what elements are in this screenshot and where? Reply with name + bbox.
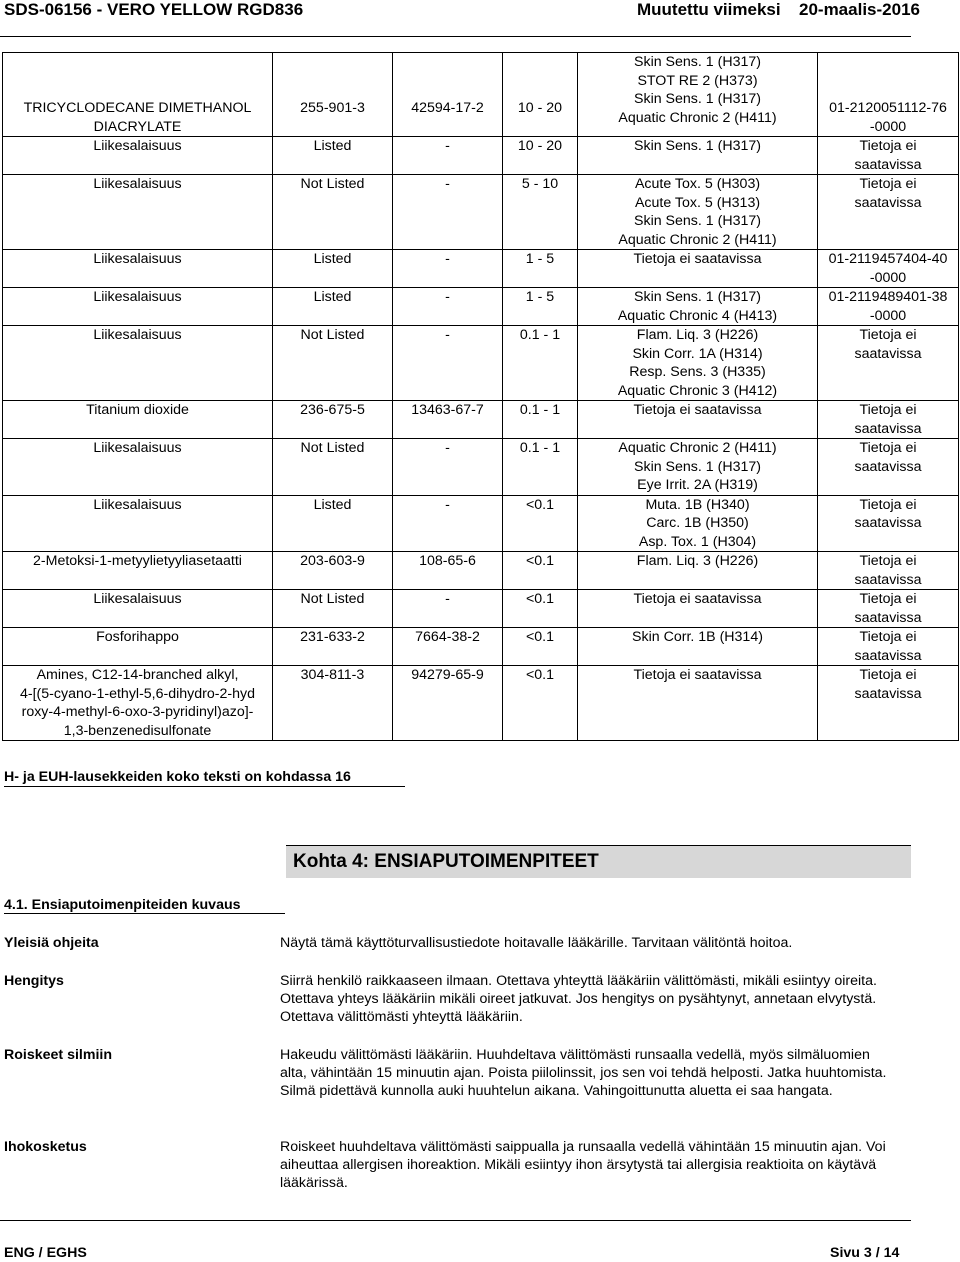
weight-percent-cell — [503, 666, 578, 741]
first-aid-label: Ihokosketus — [4, 1139, 87, 1155]
cell-line: Resp. Sens. 3 (H335) — [629, 364, 766, 380]
cell-line: Tietoja ei — [859, 402, 917, 418]
ec-number-cell — [273, 495, 393, 552]
cell-line: 10 - 20 — [517, 100, 563, 116]
table-row — [3, 628, 959, 666]
ec-number-cell — [273, 326, 393, 401]
ec-number-cell — [273, 53, 393, 137]
cas-number-cell — [393, 495, 503, 552]
cell-line: Muta. 1B (H340) — [645, 496, 750, 513]
ec-number-cell — [273, 552, 393, 590]
reach-number-cell — [818, 137, 959, 175]
footer-page-number: Sivu 3 / 14 — [830, 1245, 900, 1261]
cell-line: -0000 — [869, 307, 907, 324]
cell-line: Listed — [313, 496, 352, 513]
classification-cell — [578, 53, 818, 137]
cell-line: 108-65-6 — [419, 553, 476, 569]
ec-number-cell — [273, 401, 393, 439]
cas-number-cell — [393, 666, 503, 741]
cell-line: Tietoja ei — [859, 138, 917, 154]
cell-line: Liikesalaisuus — [93, 289, 182, 305]
cell-line: saatavissa — [854, 609, 922, 626]
cell-line: Amines, C12-14-branched alkyl, — [36, 667, 239, 683]
cell-line: Liikesalaisuus — [93, 176, 182, 192]
table-row — [3, 137, 959, 175]
cell-line: Not Listed — [300, 327, 365, 343]
cell-line: Skin Sens. 1 (H317) — [634, 54, 761, 70]
cell-line: Skin Sens. 1 (H317) — [634, 91, 761, 107]
cell-line: saatavissa — [854, 156, 922, 173]
cell-line: Listed — [313, 251, 352, 267]
weight-percent-cell — [503, 288, 578, 326]
cas-number-cell — [393, 590, 503, 628]
cell-line: TRICYCLODECANE DIMETHANOL — [23, 100, 252, 116]
substance-name-cell — [3, 495, 273, 552]
first-aid-label: Hengitys — [4, 973, 64, 989]
cell-line: - — [445, 289, 450, 305]
substance-name-cell — [3, 137, 273, 175]
cell-line: Aquatic Chronic 4 (H413) — [617, 307, 778, 324]
substance-name-cell — [3, 250, 273, 288]
classification-cell — [578, 552, 818, 590]
cell-line: -0000 — [869, 269, 907, 286]
cell-line: 0.1 - 1 — [519, 402, 561, 418]
cell-line: Liikesalaisuus — [93, 138, 182, 154]
cell-line: 236-675-5 — [300, 402, 365, 418]
weight-percent-cell — [503, 590, 578, 628]
revised-label: Muutettu viimeksi — [637, 0, 781, 19]
cas-number-cell — [393, 53, 503, 137]
cell-line: Liikesalaisuus — [93, 591, 182, 607]
classification-cell — [578, 326, 818, 401]
cell-line: saatavissa — [854, 685, 922, 702]
substance-name-cell — [3, 439, 273, 496]
cell-line: 255-901-3 — [300, 100, 365, 116]
first-aid-text: Roiskeet huuhdeltava välittömästi saippualla ja runsaalla vedellä vähintään 15 minuutin ajan. Voi aiheuttaa allergisen ihoreaktion. Mikäli esiintyy ihon ärsytystä tai allergisia reaktioita on käytävä lääkärissä. — [280, 1139, 886, 1191]
table-row — [3, 666, 959, 741]
cell-line: - — [445, 496, 450, 513]
cell-line: Tietoja ei saatavissa — [633, 251, 762, 267]
substance-name-cell — [3, 552, 273, 590]
cell-line: Skin Corr. 1A (H314) — [632, 345, 763, 362]
classification-cell — [578, 628, 818, 666]
cell-line: Tietoja ei saatavissa — [633, 591, 762, 607]
cas-number-cell — [393, 401, 503, 439]
reach-number-cell — [818, 288, 959, 326]
cell-line: 2-Metoksi-1-metyylietyyliasetaatti — [33, 553, 242, 569]
weight-percent-cell — [503, 53, 578, 137]
cell-line: saatavissa — [854, 647, 922, 664]
first-aid-label: Roiskeet silmiin — [4, 1047, 113, 1063]
cell-line: - — [445, 251, 450, 267]
classification-cell — [578, 175, 818, 250]
document-id: SDS-06156 - VERO YELLOW RGD836 — [4, 0, 304, 19]
cell-line: Carc. 1B (H350) — [646, 515, 749, 531]
cell-line: saatavissa — [854, 345, 922, 362]
reach-number-cell — [818, 326, 959, 401]
weight-percent-cell — [503, 552, 578, 590]
ec-number-cell — [273, 666, 393, 741]
cell-line: Skin Sens. 1 (H317) — [634, 138, 761, 154]
substance-name-cell — [3, 590, 273, 628]
substance-name-cell — [3, 326, 273, 401]
cell-line: Flam. Liq. 3 (H226) — [636, 327, 759, 343]
substance-name-cell — [3, 666, 273, 741]
cell-line: <0.1 — [525, 591, 554, 607]
cell-line: <0.1 — [525, 496, 554, 513]
cell-line: Titanium dioxide — [86, 402, 189, 418]
cell-line: <0.1 — [525, 553, 554, 569]
ec-number-cell — [273, 288, 393, 326]
reach-number-cell — [818, 250, 959, 288]
cell-line: 13463-67-7 — [411, 402, 484, 418]
cell-line: Listed — [313, 289, 352, 305]
table-row — [3, 439, 959, 496]
cell-line: 1 - 5 — [525, 251, 555, 267]
cas-number-cell — [393, 137, 503, 175]
cas-number-cell — [393, 326, 503, 401]
cell-line: Skin Sens. 1 (H317) — [634, 213, 761, 229]
reach-number-cell — [818, 552, 959, 590]
cell-line: Aquatic Chronic 2 (H411) — [618, 440, 777, 456]
ec-number-cell — [273, 590, 393, 628]
cell-line: Tietoja ei — [859, 667, 917, 683]
classification-cell — [578, 288, 818, 326]
first-aid-text: Siirrä henkilö raikkaaseen ilmaan. Otettava yhteyttä lääkäriin välittömästi, mikäli esiintyy oireita. Otettava yhteys lääkäriin mikäli oireet jatkuvat. Jos hengitys on pysähtynyt, annetaan elvytystä. Otettava välittömästi yhteyttä lääkäriin. — [280, 973, 877, 1025]
cell-line: 01-2119489401-38 — [828, 289, 948, 305]
cell-line: saatavissa — [854, 420, 922, 437]
cell-line: Aquatic Chronic 3 (H412) — [617, 382, 778, 399]
cell-line: Liikesalaisuus — [93, 251, 182, 267]
cell-line: Tietoja ei — [859, 591, 917, 607]
reach-number-cell — [818, 439, 959, 496]
cell-line: 94279-65-9 — [411, 667, 484, 683]
cell-line: 01-2119457404-40 — [828, 251, 948, 267]
first-aid-text: Hakeudu välittömästi lääkäriin. Huuhdeltava välittömästi runsaalla vedellä, myös silmäluomien alta, vähintään 15 minuutin ajan. Poista piilolinssit, jos sen voi tehdä helposti. Jatka huuhtomista. Silmä pidettävä kunnolla auki huuhtelun aikana. Vahingoittunutta aluetta ei saa hangata. — [280, 1047, 887, 1099]
classification-cell — [578, 439, 818, 496]
cell-line: Tietoja ei saatavissa — [633, 667, 762, 683]
cell-line: 231-633-2 — [300, 629, 365, 645]
cell-line: Tietoja ei saatavissa — [633, 402, 762, 418]
table-row — [3, 590, 959, 628]
substance-name-cell — [3, 175, 273, 250]
cell-line: Tietoja ei — [859, 440, 917, 456]
hazard-statement-note: H- ja EUH-lausekkeiden koko teksti on kohdassa 16 — [4, 769, 351, 785]
first-aid-label: Yleisiä ohjeita — [4, 935, 99, 951]
cell-line: 10 - 20 — [517, 138, 563, 154]
cell-line: roxy-4-methyl-6-oxo-3-pyridinyl)azo]- — [21, 704, 254, 720]
reach-number-cell — [818, 495, 959, 552]
cas-number-cell — [393, 439, 503, 496]
weight-percent-cell — [503, 439, 578, 496]
cell-line: Skin Sens. 1 (H317) — [634, 289, 761, 305]
cell-line: 203-603-9 — [300, 553, 365, 569]
reach-number-cell — [818, 590, 959, 628]
cell-line: -0000 — [869, 118, 907, 135]
footer-language: ENG / EGHS — [4, 1245, 87, 1261]
cell-line: - — [445, 176, 450, 192]
table-row — [3, 326, 959, 401]
substance-name-cell — [3, 288, 273, 326]
table-row — [3, 288, 959, 326]
cell-line: saatavissa — [854, 458, 922, 475]
cell-line: Skin Sens. 1 (H317) — [634, 458, 761, 475]
cell-line: Aquatic Chronic 2 (H411) — [618, 109, 777, 126]
cell-line: - — [445, 138, 450, 154]
cell-line: Liikesalaisuus — [93, 327, 182, 343]
classification-cell — [578, 137, 818, 175]
weight-percent-cell — [503, 401, 578, 439]
cell-line: 7664-38-2 — [415, 629, 480, 645]
substance-name-cell — [3, 53, 273, 137]
weight-percent-cell — [503, 326, 578, 401]
table-row — [3, 495, 959, 552]
weight-percent-cell — [503, 628, 578, 666]
cell-line: Tietoja ei — [859, 176, 917, 192]
reach-number-cell — [818, 628, 959, 666]
ec-number-cell — [273, 175, 393, 250]
cell-line: 1 - 5 — [525, 289, 555, 305]
cell-line: 4-[(5-cyano-1-ethyl-5,6-dihydro-2-hyd — [20, 685, 255, 702]
cell-line: Acute Tox. 5 (H313) — [634, 194, 761, 211]
ec-number-cell — [273, 137, 393, 175]
classification-cell — [578, 250, 818, 288]
cell-line: Tietoja ei — [859, 629, 917, 645]
cell-line: saatavissa — [854, 515, 922, 531]
cell-line: Liikesalaisuus — [93, 496, 182, 513]
cell-line: Asp. Tox. 1 (H304) — [638, 533, 757, 550]
substance-name-cell — [3, 401, 273, 439]
cell-line: Liikesalaisuus — [93, 440, 182, 456]
weight-percent-cell — [503, 137, 578, 175]
reach-number-cell — [818, 53, 959, 137]
cell-line: Acute Tox. 5 (H303) — [634, 176, 761, 192]
table-row — [3, 401, 959, 439]
cell-line: 0.1 - 1 — [519, 440, 561, 456]
ec-number-cell — [273, 439, 393, 496]
cell-line: - — [445, 591, 450, 607]
cell-line: 0.1 - 1 — [519, 327, 561, 343]
cell-line: Skin Corr. 1B (H314) — [632, 629, 763, 645]
substance-name-cell — [3, 628, 273, 666]
page-header — [0, 0, 960, 24]
cas-number-cell — [393, 250, 503, 288]
cell-line: Fosforihappo — [96, 629, 179, 645]
composition-table — [2, 52, 959, 741]
table-row — [3, 552, 959, 590]
classification-cell — [578, 590, 818, 628]
cell-line: 1,3-benzenedisulfonate — [63, 722, 212, 739]
weight-percent-cell — [503, 250, 578, 288]
cell-line: 42594-17-2 — [411, 100, 484, 116]
cell-line: STOT RE 2 (H373) — [637, 72, 758, 89]
cell-line: Tietoja ei — [859, 496, 917, 513]
cas-number-cell — [393, 628, 503, 666]
cell-line: 5 - 10 — [521, 176, 559, 192]
first-aid-text: Näytä tämä käyttöturvallisustiedote hoitavalle lääkärille. Tarvitaan välitöntä hoitoa. — [280, 935, 793, 951]
table-row — [3, 175, 959, 250]
cell-line: Aquatic Chronic 2 (H411) — [618, 231, 777, 248]
reach-number-cell — [818, 401, 959, 439]
cas-number-cell — [393, 175, 503, 250]
cell-line: DIACRYLATE — [93, 118, 182, 135]
ec-number-cell — [273, 628, 393, 666]
cell-line: Not Listed — [300, 176, 365, 192]
reach-number-cell — [818, 666, 959, 741]
table-row — [3, 250, 959, 288]
subsection-underline — [4, 913, 285, 914]
cell-line: 01-2120051112-76 — [829, 100, 947, 116]
weight-percent-cell — [503, 175, 578, 250]
cell-line: Eye Irrit. 2A (H319) — [637, 477, 758, 493]
ec-number-cell — [273, 250, 393, 288]
cell-line: <0.1 — [525, 629, 554, 645]
classification-cell — [578, 401, 818, 439]
revised-date: 20-maalis-2016 — [799, 0, 920, 19]
cell-line: Flam. Liq. 3 (H226) — [636, 553, 759, 569]
cell-line: saatavissa — [854, 571, 922, 588]
cell-line: <0.1 — [525, 667, 554, 683]
subsection-title: 4.1. Ensiaputoimenpiteiden kuvaus — [4, 897, 241, 913]
note-underline — [4, 786, 405, 787]
cell-line: - — [445, 327, 450, 343]
cell-line: Listed — [313, 138, 352, 154]
cell-line: Not Listed — [300, 440, 365, 456]
cell-line: 304-811-3 — [300, 667, 365, 683]
classification-cell — [578, 495, 818, 552]
cell-line: Tietoja ei — [859, 553, 917, 569]
cas-number-cell — [393, 552, 503, 590]
weight-percent-cell — [503, 495, 578, 552]
header-rule — [0, 36, 911, 37]
cell-line: Not Listed — [300, 591, 365, 607]
classification-cell — [578, 666, 818, 741]
cell-line: saatavissa — [854, 194, 922, 211]
cas-number-cell — [393, 288, 503, 326]
cell-line: Tietoja ei — [859, 327, 917, 343]
cell-line: - — [445, 440, 450, 456]
table-row — [3, 53, 959, 137]
reach-number-cell — [818, 175, 959, 250]
section-title: Kohta 4: ENSIAPUTOIMENPITEET — [293, 851, 599, 872]
footer-rule — [0, 1220, 911, 1221]
